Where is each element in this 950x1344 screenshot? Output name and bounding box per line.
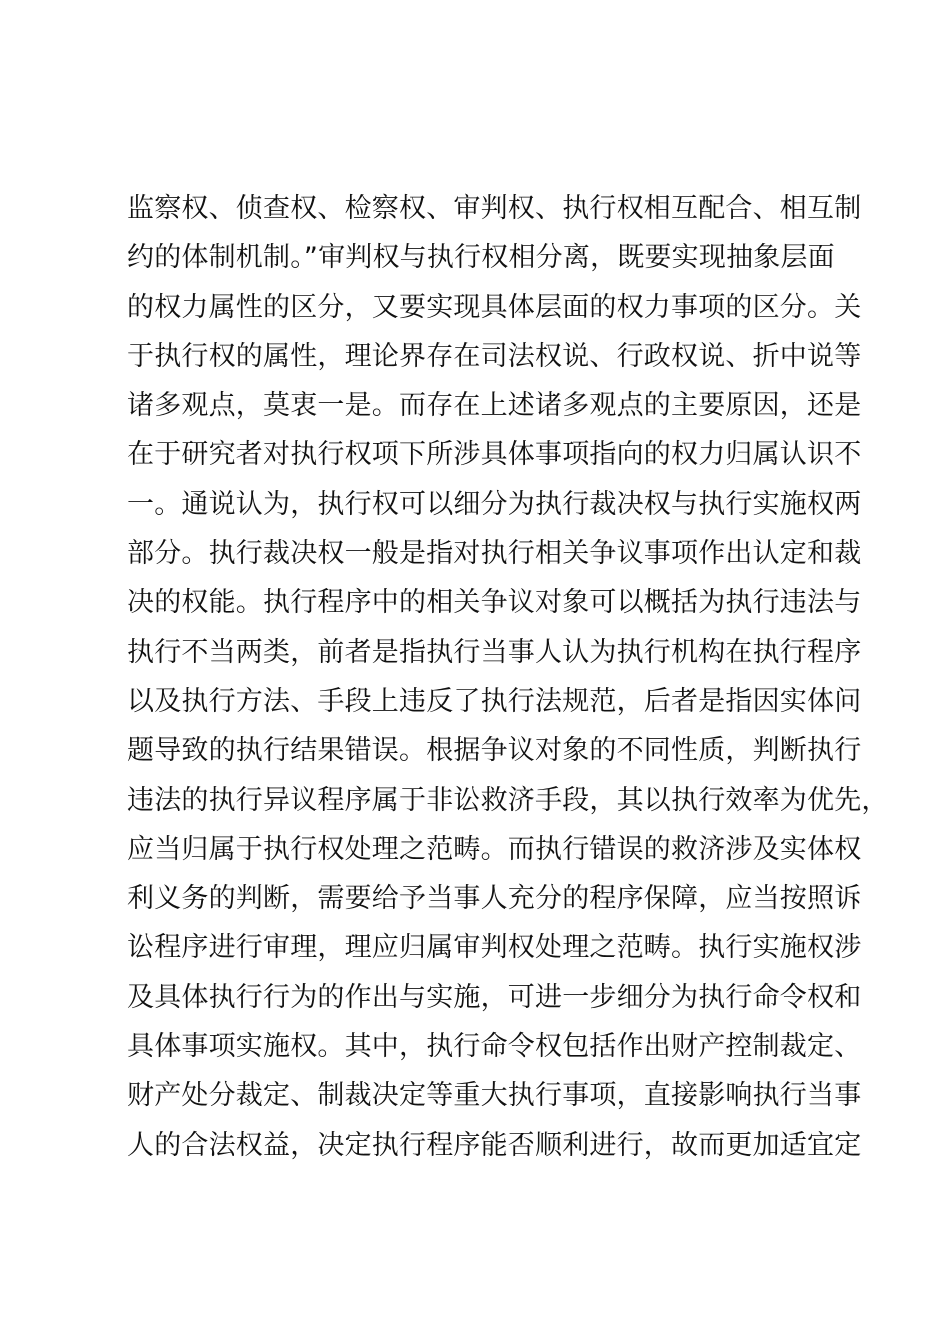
text-line: 部分。执行裁决权一般是指对执行相关争议事项作出认定和裁 [127,538,862,570]
text-line: 人的合法权益，决定执行程序能否顺利进行，故而更加适宜定 [127,1129,862,1161]
text-line: 具体事项实施权。其中，执行命令权包括作出财产控制裁定、 [127,1031,862,1063]
text-line: 于执行权的属性，理论界存在司法权说、行政权说、折中说等 [127,340,862,372]
text-line: 约的体制机制。”审判权与执行权相分离，既要实现抽象层面 [127,242,835,274]
body-paragraph [127,184,889,1170]
text-line: 执行不当两类，前者是指执行当事人认为执行机构在执行程序 [127,636,862,668]
text-line: 监察权、侦查权、检察权、审判权、执行权相互配合、相互制 [127,193,862,224]
text-line: 应当归属于执行权处理之范畴。而执行错误的救济涉及实体权 [127,833,862,865]
text-line: 利义务的判断，需要给予当事人充分的程序保障，应当按照诉 [127,883,862,915]
text-line: 题导致的执行结果错误。根据争议对象的不同性质，判断执行 [127,735,862,767]
text-line: 在于研究者对执行权项下所涉具体事项指向的权力归属认识不 [127,439,862,471]
text-line: 决的权能。执行程序中的相关争议对象可以概括为执行违法与 [127,587,862,619]
text-line: 讼程序进行审理，理应归属审判权处理之范畴。执行实施权涉 [127,932,862,964]
text-line: 一。通说认为，执行权可以细分为执行裁决权与执行实施权两 [127,488,862,520]
text-line: 财产处分裁定、制裁决定等重大执行事项，直接影响执行当事 [127,1080,862,1112]
text-line: 的权力属性的区分，又要实现具体层面的权力事项的区分。关 [127,291,862,323]
text-line: 以及执行方法、手段上违反了执行法规范，后者是指因实体问 [127,685,862,717]
text-line: 违法的执行异议程序属于非讼救济手段，其以执行效率为优先， [127,784,889,816]
text-line: 及具体执行行为的作出与实施，可进一步细分为执行命令权和 [127,981,862,1013]
text-line: 诸多观点，莫衷一是。而存在上述诸多观点的主要原因，还是 [127,390,862,422]
